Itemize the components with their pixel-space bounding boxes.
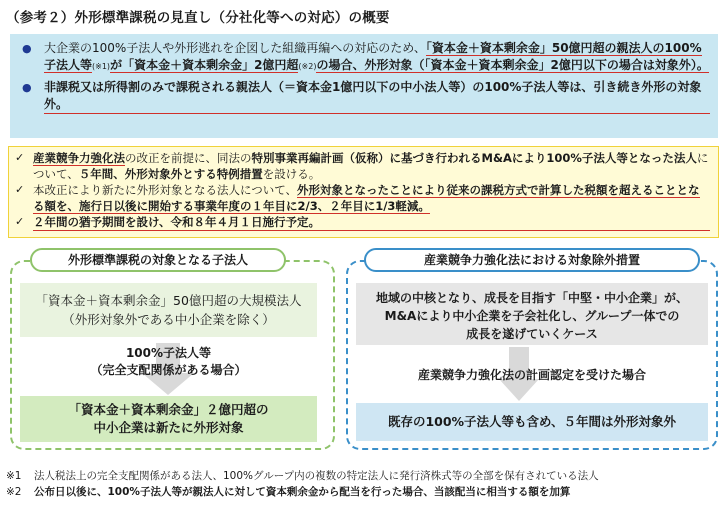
check-item-3 [15, 214, 710, 231]
check-3-text: ２年間の猶予期間を設け、令和８年４月１日施行予定。 [33, 214, 710, 231]
summary-bullet-1 [22, 40, 710, 75]
footnote-2-mark: ※2 [6, 486, 22, 498]
footnote-1-mark: ※1 [6, 470, 22, 482]
right-box-case [356, 283, 708, 345]
right-box-exempt: 既存の100%子法人等も含め、５年間は外形対象外 [356, 403, 708, 441]
footnote-1-text: 法人税法上の完全支配関係がある法人、100%グループ内の複数の特定法人に発行済株式等の全部を保有されている法人 [34, 470, 599, 482]
check-1-part-b: の改正を前提に、同法の [125, 151, 252, 165]
footnote-2 [6, 484, 718, 500]
bullet-1-part-f: の場合、外形対象（「資本金＋資本剰余金」2億円以下の場合は対象外）。 [316, 58, 709, 72]
right-panel-heading: 産業競争力強化法における対象除外措置 [364, 248, 700, 272]
check-item-2 [15, 182, 710, 214]
right-box1-line1: 地域の中核となり、成長を目指す「中堅・中小企業」が、 [375, 291, 688, 305]
check-icon: ✓ [15, 183, 25, 196]
bullet-1-part-d: が「資本金＋資本剰余金」2億円超 [110, 58, 299, 72]
bullet-dot-icon: ● [22, 81, 32, 94]
page-title: （参考２）外形標準課税の見直し（分社化等への対応）の概要 [6, 10, 390, 26]
left-mid-line1: 100%子法人等 [125, 346, 212, 360]
bullet-1-part-a: 大企業の100%子法人や外形逃れを企図した組織再編への対応のため、 [44, 41, 426, 55]
right-certification-label: 産業競争力強化法の計画認定を受けた場合 [417, 368, 646, 382]
left-box2-line2: 中小企業は新たに外形対象 [93, 420, 244, 435]
checks-box [8, 146, 719, 238]
summary-bullet-2 [22, 79, 710, 114]
left-subsidiary-label [20, 345, 317, 379]
check-1-part-d: について、 [33, 151, 709, 181]
check-icon: ✓ [15, 151, 25, 164]
bullet-1-part-b: 「資本金＋資本剰余金」50億円超の親法人の100%子法人等 [44, 41, 702, 72]
summary-bullet-1-text [44, 40, 710, 75]
check-1-part-a: 産業競争力強化法 [33, 151, 125, 165]
note-ref-2: (※2) [298, 62, 317, 71]
summary-bullet-2-text: 非課税又は所得割のみで課税される親法人（＝資本金1億円以下の中小法人等）の100%子法人等は、引き続き外形の対象外。 [44, 79, 710, 114]
left-box-new-target [20, 396, 317, 442]
check-1-part-e: ５年間、外形対象外とする特例措置 [78, 167, 263, 181]
check-item-1 [15, 150, 710, 182]
footnotes [6, 468, 718, 500]
note-ref-1: (※1) [92, 62, 111, 71]
left-box1-line1: 「資本金＋資本剰余金」50億円超の大規模法人 [35, 293, 302, 308]
left-box1-line2: （外形対象外である中小企業を除く） [62, 312, 275, 327]
bullet-dot-icon: ● [22, 42, 32, 55]
right-box1-line2: M&Aにより中小企業を子会社化し、グループ一体での [384, 309, 680, 323]
summary-box [10, 34, 718, 138]
check-icon: ✓ [15, 215, 25, 228]
right-box1-line3: 成長を遂げていくケース [466, 327, 598, 341]
footnote-2-text: 公布日以後に、100%子法人等が親法人に対して資本剰余金から配当を行った場合、当該配当に相当する額を加算 [34, 486, 571, 498]
check-2-part-b: 外形対象となったことにより従来の課税方式で計算した税額を超えることとなる額を、施行日以後に開始する事業年度の１年目に2/3、２年目に1/3軽減。 [33, 183, 700, 213]
check-1-part-c: 特別事業再編計画（仮称）に基づき行われるM&Aにより100%子法人等となった法人 [251, 151, 697, 165]
left-panel-heading: 外形標準課税の対象となる子法人 [30, 248, 286, 272]
footnote-1 [6, 468, 718, 484]
left-box-large-corp [20, 283, 317, 337]
left-mid-line2: （完全支配関係がある場合） [90, 363, 247, 377]
check-2-part-a: 本改正により新たに外形対象となる法人について、 [33, 183, 298, 197]
left-box2-line1: 「資本金＋資本剰余金」２億円超の [68, 402, 269, 417]
check-1-part-f: を設ける。 [262, 167, 321, 181]
